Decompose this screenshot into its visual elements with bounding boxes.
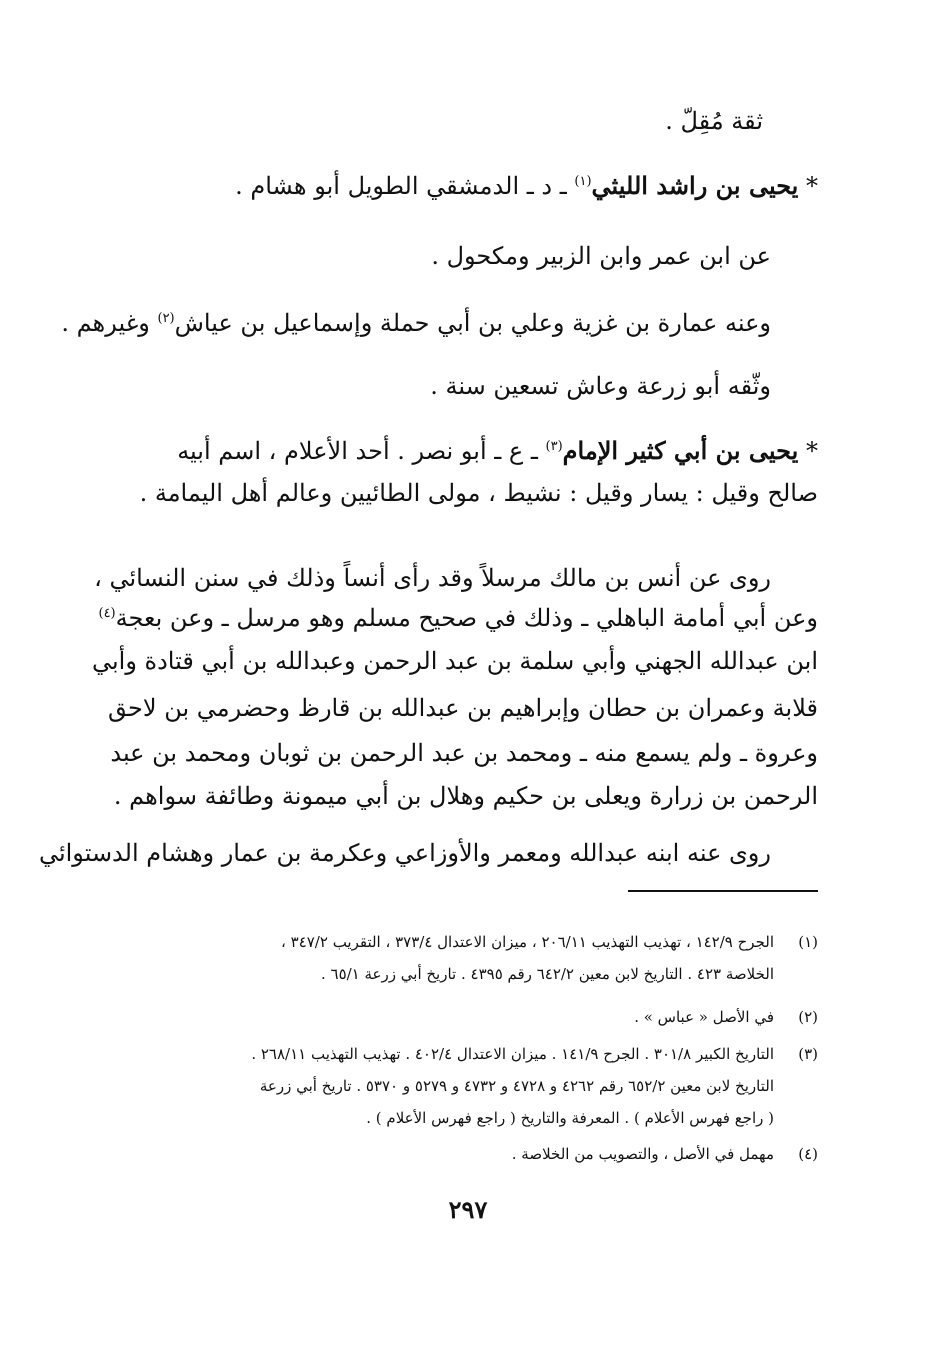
footnote-line: ( راجع فهرس الأعلام ) . المعرفة والتاريخ ( راجع فهرس الأعلام ) . bbox=[366, 1109, 774, 1127]
text-span: وعن أبي أمامة الباهلي ـ وذلك في صحيح مسلم وهو مرسل ـ وعن بعجة bbox=[115, 604, 818, 632]
text-line: وثّقه أبو زرعة وعاش تسعين سنة . bbox=[430, 372, 771, 400]
footnote-4 bbox=[0, 1140, 936, 1170]
text-line: روى عنه ابنه عبدالله ومعمر والأوزاعي وعكرمة بن عمار وهشام الدستوائي bbox=[38, 839, 771, 867]
page-number: ٢٩٧ bbox=[448, 1195, 488, 1224]
footnote-ref: (٣) bbox=[545, 439, 563, 454]
footnote-2 bbox=[0, 1003, 936, 1033]
entry-name: يحيى بن راشد الليثي bbox=[591, 171, 799, 200]
footnote-number: (١) bbox=[798, 933, 818, 951]
text-span: وعنه عمارة بن غزية وعلي بن أبي حملة وإسماعيل بن عياش bbox=[174, 309, 771, 337]
entry-details: ـ د ـ الدمشقي الطويل أبو هشام . bbox=[235, 172, 567, 200]
footnote-line: الجرح ١٤٢/٩ ، تهذيب التهذيب ٢٠٦/١١ ، ميزان الاعتدال ٣٧٣/٤ ، التقريب ٣٤٧/٢ ، bbox=[281, 933, 774, 951]
footnote-line: مهمل في الأصل ، والتصويب من الخلاصة . bbox=[511, 1145, 774, 1163]
entry-heading bbox=[235, 168, 818, 204]
text-line: ثقة مُقِلّ . bbox=[665, 107, 763, 135]
text-line: روى عن أنس بن مالك مرسلاً وقد رأى أنساً وذلك في سنن النسائي ، bbox=[94, 564, 771, 592]
text-span: وغيرهم . bbox=[61, 309, 150, 337]
footnote-number: (٣) bbox=[798, 1045, 818, 1063]
footnote-3 bbox=[0, 1040, 936, 1136]
text-line bbox=[98, 600, 818, 636]
footnote-ref: (٢) bbox=[157, 311, 175, 326]
footnote-ref: (٤) bbox=[98, 606, 116, 621]
footnote-line: في الأصل « عباس » . bbox=[634, 1008, 774, 1026]
entry-marker: * bbox=[806, 437, 818, 465]
text-line: عن ابن عمر وابن الزبير ومكحول . bbox=[431, 242, 771, 270]
entry-name: يحيى بن أبي كثير الإمام bbox=[562, 436, 799, 465]
entry-details: ـ ع ـ أبو نصر . أحد الأعلام ، اسم أبيه bbox=[177, 437, 538, 465]
text-line: الرحمن بن زرارة ويعلى بن حكيم وهلال بن أبي ميمونة وطائفة سواهم . bbox=[113, 782, 818, 810]
text-line: وعروة ـ ولم يسمع منه ـ ومحمد بن عبد الرحمن بن ثوبان ومحمد بن عبد bbox=[110, 739, 818, 767]
footnote-1 bbox=[0, 928, 936, 992]
footnote-separator bbox=[628, 890, 818, 892]
footnote-number: (٢) bbox=[798, 1008, 818, 1026]
entry-marker: * bbox=[806, 172, 818, 200]
text-line: قلابة وعمران بن حطان وإبراهيم بن عبدالله بن قارظ وحضرمي بن لاحق bbox=[108, 694, 818, 722]
footnote-line: التاريخ لابن معين ٦٥٢/٢ رقم ٤٢٦٢ و ٤٧٢٨ و ٤٧٣٢ و ٥٢٧٩ و ٥٣٧٠ . تاريخ أبي زرعة bbox=[259, 1077, 774, 1095]
footnote-line: الخلاصة ٤٢٣ . التاريخ لابن معين ٦٤٢/٢ رقم ٤٣٩٥ . تاريخ أبي زرعة ٦٥/١ . bbox=[320, 965, 774, 983]
footnote-line: التاريخ الكبير ٣٠١/٨ . الجرح ١٤١/٩ . ميزان الاعتدال ٤٠٢/٤ . تهذيب التهذيب ٢٦٨/١١ . bbox=[251, 1045, 774, 1063]
text-line: ابن عبدالله الجهني وأبي سلمة بن عبد الرحمن وعبدالله بن أبي قتادة وأبي bbox=[91, 647, 818, 675]
text-line bbox=[61, 305, 771, 341]
text-line: صالح وقيل : يسار وقيل : نشيط ، مولى الطائيين وعالم أهل اليمامة . bbox=[139, 479, 818, 507]
footnote-number: (٤) bbox=[798, 1145, 818, 1163]
entry-heading bbox=[177, 433, 818, 469]
footnote-ref: (١) bbox=[574, 174, 592, 189]
